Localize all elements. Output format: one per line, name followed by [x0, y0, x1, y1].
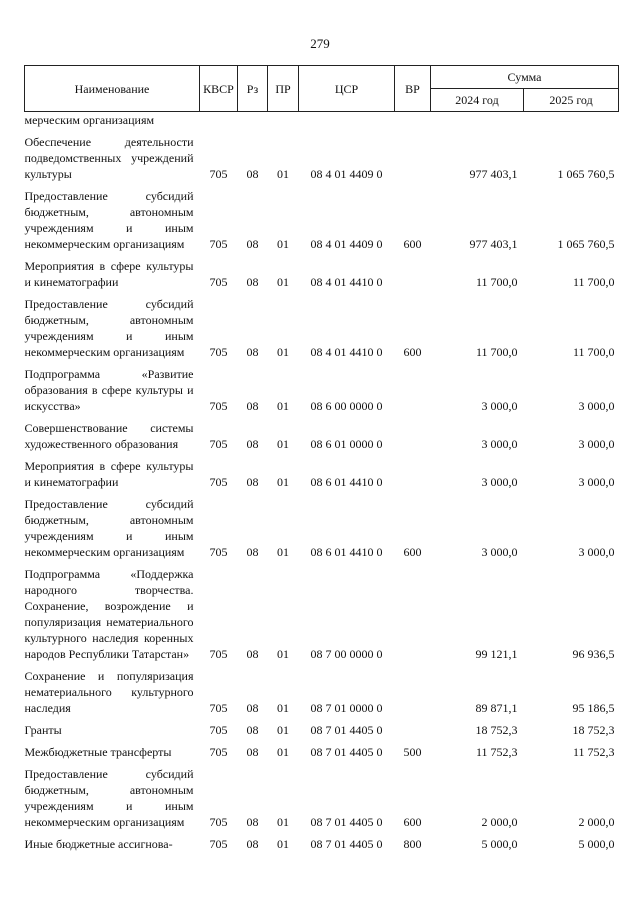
row-csr: 08 7 01 0000 0 [310, 701, 383, 715]
row-rz: 08 [246, 745, 259, 759]
row-csr: 08 6 01 4410 0 [310, 475, 383, 489]
row-sum-2024: 977 403,1 [469, 167, 518, 181]
row-sum-2024: 977 403,1 [469, 237, 518, 251]
table-row [25, 290, 619, 360]
row-sum-2024: 2 000,0 [481, 815, 518, 829]
row-kvsr [200, 112, 238, 129]
table-row [25, 560, 619, 662]
table-row [25, 490, 619, 560]
table-row [25, 760, 619, 830]
row-vr [395, 360, 431, 414]
row-kvsr: 705 [209, 701, 228, 715]
row-name: Предоставление субсидий бюджетным, автономным учреждениям и иным некоммерческим организациям [24, 767, 194, 829]
row-rz: 08 [246, 545, 259, 559]
row-vr [395, 128, 431, 182]
row-sum-2025: 96 936,5 [572, 647, 615, 661]
row-pr: 01 [277, 723, 289, 737]
row-vr [395, 112, 431, 129]
row-sum-2024: 89 871,1 [475, 701, 518, 715]
row-sum-2025: 3 000,0 [578, 399, 615, 413]
header-kvsr: КВСР [200, 66, 238, 112]
table-row [25, 452, 619, 490]
row-name: Предоставление субсидий бюджетным, автономным учреждениям и иным некоммерческим организациям [24, 297, 194, 359]
row-sum-2025: 5 000,0 [578, 837, 615, 851]
row-sum-2025: 95 186,5 [572, 701, 615, 715]
row-sum-2025: 1 065 760,5 [557, 167, 615, 181]
row-sum-2025 [524, 112, 619, 129]
row-pr: 01 [277, 647, 289, 661]
row-pr: 01 [277, 345, 289, 359]
row-kvsr: 705 [209, 723, 228, 737]
row-sum-2024: 11 700,0 [475, 275, 518, 289]
row-pr: 01 [277, 275, 289, 289]
table-row [25, 182, 619, 252]
row-sum-2024: 11 700,0 [475, 345, 518, 359]
row-kvsr: 705 [209, 545, 228, 559]
row-sum-2024: 18 752,3 [475, 723, 518, 737]
row-vr: 800 [403, 837, 422, 851]
header-pr: ПР [268, 66, 299, 112]
row-csr: 08 7 01 4405 0 [310, 745, 383, 759]
row-kvsr: 705 [209, 647, 228, 661]
row-rz: 08 [246, 475, 259, 489]
row-rz: 08 [246, 437, 259, 451]
table-row [25, 738, 619, 760]
row-vr: 500 [403, 745, 422, 759]
row-kvsr: 705 [209, 745, 228, 759]
table-row [25, 112, 619, 129]
table-row [25, 662, 619, 716]
row-csr: 08 4 01 4409 0 [310, 237, 383, 251]
row-csr: 08 6 00 0000 0 [310, 399, 383, 413]
row-pr: 01 [277, 701, 289, 715]
row-rz: 08 [246, 723, 259, 737]
table-row [25, 360, 619, 414]
row-kvsr: 705 [209, 275, 228, 289]
row-kvsr: 705 [209, 475, 228, 489]
row-kvsr: 705 [209, 399, 228, 413]
row-pr: 01 [277, 437, 289, 451]
row-rz: 08 [246, 237, 259, 251]
row-name: Предоставление субсидий бюджетным, автономным учреждениям и иным некоммерческим организациям [24, 189, 194, 251]
row-csr: 08 7 01 4405 0 [310, 815, 383, 829]
row-vr [395, 560, 431, 662]
budget-table [24, 65, 619, 852]
row-sum-2025: 18 752,3 [572, 723, 615, 737]
row-sum-2025: 2 000,0 [578, 815, 615, 829]
row-vr [395, 716, 431, 738]
row-csr: 08 4 01 4410 0 [310, 275, 383, 289]
row-rz: 08 [246, 837, 259, 851]
row-sum-2025: 1 065 760,5 [557, 237, 615, 251]
row-rz: 08 [246, 399, 259, 413]
row-name: Подпрограмма «Поддержка народного творчества. Сохранение, возрождение и популяризация нематериального культурного наследия коренных народов Республики Татарстан» [24, 567, 194, 661]
row-name: Подпрограмма «Развитие образования в сфере культуры и искусства» [24, 367, 194, 413]
row-rz: 08 [246, 275, 259, 289]
row-kvsr: 705 [209, 837, 228, 851]
row-pr: 01 [277, 399, 289, 413]
row-name: Предоставление субсидий бюджетным, автономным учреждениям и иным некоммерческим организациям [24, 497, 194, 559]
row-csr: 08 7 00 0000 0 [310, 647, 383, 661]
row-sum-2025: 11 700,0 [572, 275, 615, 289]
table-row [25, 716, 619, 738]
row-sum-2025: 11 700,0 [572, 345, 615, 359]
row-kvsr: 705 [209, 437, 228, 451]
row-vr [395, 414, 431, 452]
row-vr: 600 [403, 545, 422, 559]
row-rz: 08 [246, 167, 259, 181]
row-kvsr: 705 [209, 815, 228, 829]
page-number: 279 [310, 36, 330, 51]
row-name: Обеспечение деятельности подведомственных учреждений культуры [24, 135, 194, 181]
row-sum-2025: 3 000,0 [578, 475, 615, 489]
row-kvsr: 705 [209, 345, 228, 359]
row-sum-2024: 99 121,1 [475, 647, 518, 661]
row-vr [395, 452, 431, 490]
row-kvsr: 705 [209, 167, 228, 181]
row-name: Иные бюджетные ассигнова- [24, 837, 173, 851]
table-header [25, 66, 619, 112]
row-vr [395, 662, 431, 716]
table-row [25, 252, 619, 290]
row-sum-2024 [431, 112, 524, 129]
row-sum-2025: 3 000,0 [578, 437, 615, 451]
row-sum-2025: 11 752,3 [572, 745, 615, 759]
row-sum-2024: 3 000,0 [481, 475, 518, 489]
row-vr: 600 [403, 237, 422, 251]
row-sum-2024: 3 000,0 [481, 545, 518, 559]
row-rz: 08 [246, 701, 259, 715]
table-row [25, 414, 619, 452]
table-body [25, 112, 619, 853]
row-vr [395, 252, 431, 290]
row-pr: 01 [277, 545, 289, 559]
header-sum: Сумма [431, 66, 619, 89]
row-rz: 08 [246, 815, 259, 829]
row-name: Межбюджетные трансферты [24, 745, 172, 759]
row-name: Мероприятия в сфере культуры и кинематографии [24, 459, 194, 489]
row-sum-2024: 3 000,0 [481, 399, 518, 413]
row-name: Гранты [24, 723, 62, 737]
row-pr: 01 [277, 837, 289, 851]
row-name: мерческим организациям [24, 113, 155, 127]
row-name: Мероприятия в сфере культуры и кинематографии [24, 259, 194, 289]
row-csr: 08 6 01 4410 0 [310, 545, 383, 559]
row-kvsr: 705 [209, 237, 228, 251]
row-csr: 08 7 01 4405 0 [310, 837, 383, 851]
header-year-2025: 2025 год [524, 89, 619, 112]
header-name: Наименование [25, 66, 200, 112]
row-csr: 08 6 01 0000 0 [310, 437, 383, 451]
row-rz [238, 112, 268, 129]
header-year-2024: 2024 год [431, 89, 524, 112]
row-csr: 08 4 01 4409 0 [310, 167, 383, 181]
table-row [25, 830, 619, 852]
row-csr [299, 112, 395, 129]
row-csr: 08 7 01 4405 0 [310, 723, 383, 737]
row-pr: 01 [277, 475, 289, 489]
row-pr: 01 [277, 237, 289, 251]
row-pr: 01 [277, 745, 289, 759]
row-sum-2025: 3 000,0 [578, 545, 615, 559]
row-sum-2024: 3 000,0 [481, 437, 518, 451]
row-name: Совершенствование системы художественного образования [24, 421, 194, 451]
row-pr: 01 [277, 815, 289, 829]
header-csr: ЦСР [299, 66, 395, 112]
header-rz: Рз [238, 66, 268, 112]
row-csr: 08 4 01 4410 0 [310, 345, 383, 359]
header-vr: ВР [395, 66, 431, 112]
row-pr [268, 112, 299, 129]
row-name: Сохранение и популяризация нематериального культурного наследия [24, 669, 194, 715]
row-sum-2024: 5 000,0 [481, 837, 518, 851]
row-vr: 600 [403, 815, 422, 829]
row-rz: 08 [246, 647, 259, 661]
row-sum-2024: 11 752,3 [475, 745, 518, 759]
row-pr: 01 [277, 167, 289, 181]
table-row [25, 128, 619, 182]
row-vr: 600 [403, 345, 422, 359]
row-rz: 08 [246, 345, 259, 359]
